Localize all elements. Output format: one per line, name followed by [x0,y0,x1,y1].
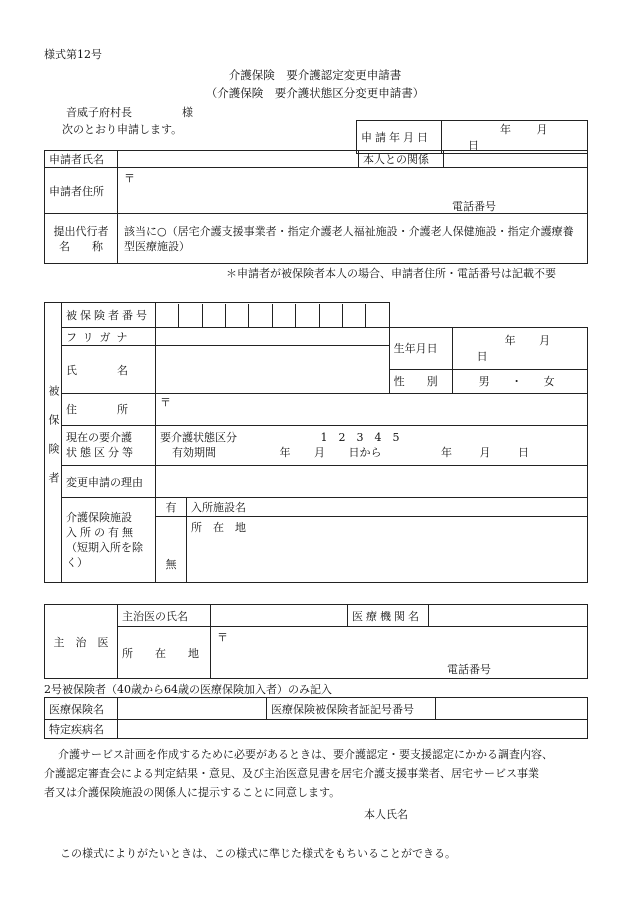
date-month: 月 [536,123,548,136]
birth-field[interactable] [452,328,587,369]
facility-label-line1: 介護保険施設 [66,511,132,525]
digit-box[interactable] [296,304,319,327]
doctor-side-label: 主 治 医 [45,605,118,679]
birth-day: 日 [476,350,488,364]
insured-name-field[interactable] [156,346,390,394]
insured-number-label: 被保険者番号 [62,303,156,328]
applicant-note: ＊申請者が被保険者本人の場合、申請者住所・電話番号は記載不要 [226,267,556,280]
facility-label-line2: 入所の有無 [66,526,136,540]
digit-box[interactable] [179,304,202,327]
digit-box[interactable] [319,304,342,327]
birth-year: 年 [504,334,516,348]
birth-month: 月 [539,334,551,348]
applicant-phone-label: 電話番号 [452,200,496,213]
relation-label: 本人との関係 [359,151,444,168]
disease-field[interactable] [118,720,588,739]
agent-label [45,214,118,264]
facility-label-line4: く） [66,556,88,570]
doctor-phone-label: 電話番号 [447,663,491,676]
furigana-label: フリガナ [62,328,156,346]
digit-box[interactable] [272,304,295,327]
institution-field[interactable] [429,605,588,627]
type2-heading: 2号被保険者（40歳から64歳の医療保険加入者）のみ記入 [44,683,332,696]
signature-label: 本人氏名 [364,808,408,821]
doctor-address-label: 所 在 地 [118,627,211,679]
consent-line2: 介護認定審査会による判定結果・意見、及び主治医意見書を居宅介護支援事業者、居宅サービス事業 [44,767,539,780]
form-number: 様式第12号 [44,48,102,61]
form-subtitle: （介護保険 要介護状態区分変更申請書） [205,86,425,100]
facility-label-line3: （短期入所を除 [66,541,143,555]
reason-field[interactable] [156,465,588,498]
application-date-box [356,120,588,154]
insured-table [44,302,588,583]
digit-box[interactable] [226,304,249,327]
disease-label: 特定疾病名 [45,720,118,739]
sex-field[interactable] [452,369,587,393]
applicant-table [44,150,588,264]
facility-yes[interactable]: 有 [156,498,187,517]
insured-side-label [45,303,62,583]
applicant-name-label: 申請者氏名 [45,151,118,168]
care-level-label: 要介護状態区分 [160,431,237,445]
doctor-table [44,604,588,679]
intro-text: 次のとおり申請します。 [62,123,183,136]
applicant-address-field[interactable] [118,168,588,214]
consent-line1: 介護サービス計画を作成するために必要があるときは、要介護認定・要支援認定にかかる調査内容、 [58,748,553,761]
digit-box[interactable] [156,304,179,327]
current-status-label [62,425,156,465]
sex-label: 性 別 [389,369,452,393]
card-number-label: 医療保険被保険者証記号番号 [267,698,436,720]
current-status-line1: 現在の要介護 [66,431,132,445]
agent-label-line1: 提出代行者 [53,224,109,238]
digit-box[interactable] [342,304,365,327]
postal-mark: 〒 [124,172,135,185]
facility-name-label: 入所施設名 [191,501,246,515]
insurer-field[interactable] [118,698,267,720]
application-date-field[interactable] [442,121,588,154]
furigana-field[interactable] [156,328,390,346]
facility-no[interactable] [156,517,187,583]
digit-box[interactable] [366,304,389,327]
insured-name-label: 氏 名 [62,346,156,394]
facility-yes-continued [160,536,182,556]
facility-address-field[interactable] [187,517,588,583]
sex-female[interactable]: 女 [543,375,555,389]
addressee: 音威子府村長 [66,106,132,119]
institution-label: 医療機関名 [348,605,429,627]
date-day: 日 [468,139,479,152]
valid-year-to: 年 [441,446,452,460]
insured-address-label: 住 所 [62,393,156,425]
postal-mark: 〒 [160,395,171,409]
relation-field[interactable] [444,151,588,168]
type2-table [44,697,588,739]
facility-name-row[interactable] [187,498,588,517]
current-status-line2: 状態区分等 [66,446,136,460]
applicant-name-field[interactable] [118,151,359,168]
doctor-address-field[interactable] [211,627,588,679]
current-status-field[interactable] [156,425,588,465]
valid-day-to: 日 [518,446,529,460]
valid-month-to: 月 [479,446,491,460]
date-year: 年 [500,123,511,136]
card-number-field[interactable] [436,698,588,720]
postal-mark: 〒 [217,631,228,644]
application-date-label: 申請年月日 [357,121,442,154]
facility-label [62,498,156,583]
digit-box[interactable] [249,304,272,327]
agent-label-line2: 名 称 [59,239,103,253]
applicant-address-label: 申請者住所 [45,168,118,214]
valid-period-label: 有効期間 [172,446,216,460]
insured-side-text: 被保険者 [47,384,60,501]
birth-label: 生年月日 [389,328,452,369]
digit-box[interactable] [202,304,225,327]
reason-label: 変更申請の理由 [62,465,156,498]
valid-year-from: 年 [279,446,291,460]
facility-address-label: 所 在 地 [191,521,246,535]
insured-number-boxes [156,304,389,327]
insured-number-field[interactable] [156,303,390,328]
footer-note: この様式によりがたいときは、この様式に準じた様式をもちいることができる。 [60,847,456,860]
valid-month-from: 月 [314,446,325,460]
insured-address-field[interactable] [156,393,588,425]
insurer-label: 医療保険名 [45,698,118,720]
sex-male[interactable]: 男 [478,375,490,389]
form-title: 介護保険 要介護認定変更申請書 [228,68,402,82]
doctor-name-label: 主治医の氏名 [118,605,211,627]
addressee-suffix: 様 [182,106,193,119]
blank-area [389,303,587,328]
agent-field[interactable]: 該当に○（居宅介護支援事業者・指定介護老人福祉施設・介護老人保健施設・指定介護療養型医療施設） [118,214,588,264]
valid-day-from: 日から [348,446,382,460]
sex-separator: ・ [511,375,523,389]
consent-line3: 者又は介護保険施設の関係人に提示することに同意します。 [44,786,341,799]
doctor-name-field[interactable] [211,605,348,627]
care-level-options[interactable]: 1 2 3 4 5 [320,431,400,445]
facility-no-label: 無 [165,558,177,571]
